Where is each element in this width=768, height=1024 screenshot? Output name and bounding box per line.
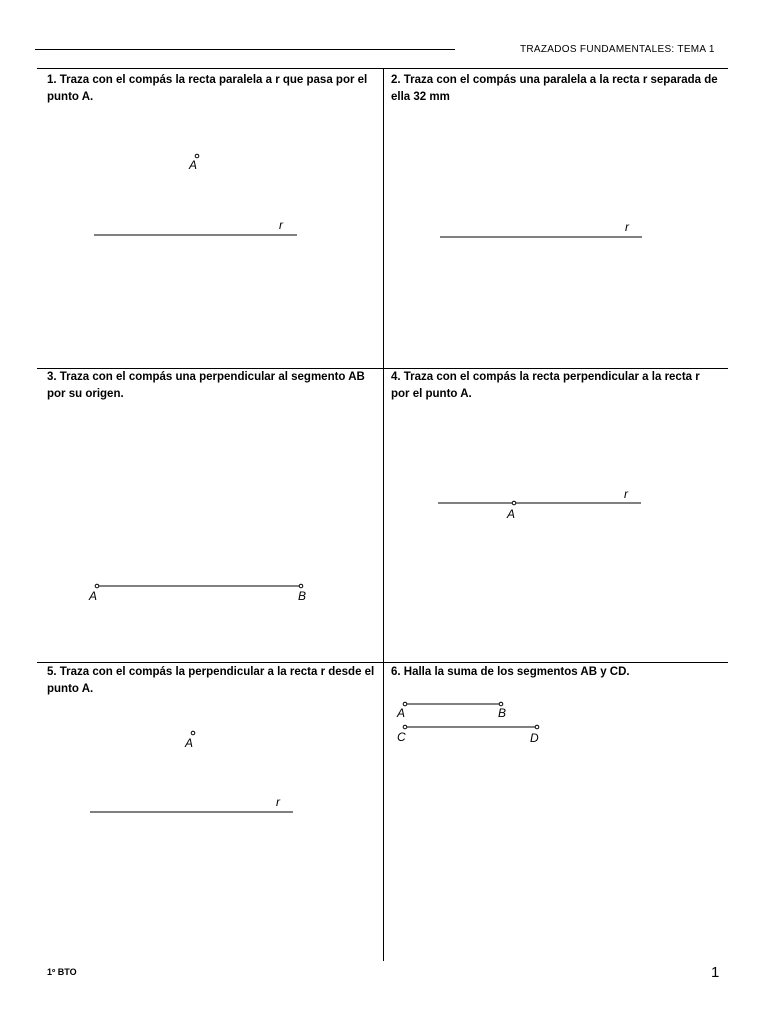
exercise-2-prompt: 2. Traza con el compás una paralela a la recta r separada de ella 32 mm (391, 74, 718, 103)
ex4-label-r: r (624, 487, 628, 501)
ex4-point-a-marker (512, 501, 516, 505)
ex5-label-r: r (276, 795, 280, 809)
exercise-6-prompt: 6. Halla la suma de los segmentos AB y CD. (391, 666, 630, 678)
ex6-label-b: B (498, 706, 507, 720)
ex3-point-b-marker (299, 584, 303, 588)
course-label: 1º BTO (47, 967, 77, 977)
page-number: 1 (711, 964, 720, 981)
exercise-4-prompt: 4. Traza con el compás la recta perpendicular a la recta r por el punto A. (391, 371, 700, 400)
page-title: TRAZADOS FUNDAMENTALES: TEMA 1 (520, 44, 715, 55)
ex1-label-a: A (189, 158, 198, 172)
exercise-3-prompt: 3. Traza con el compás una perpendicular al segmento AB por su origen. (47, 371, 365, 400)
ex3-label-a: A (89, 589, 98, 603)
ex5-point-a-marker (191, 731, 195, 735)
ex6-point-d-marker (535, 725, 539, 729)
ex3-label-b: B (298, 589, 307, 603)
exercise-5-prompt: 5. Traza con el compás la perpendicular a la recta r desde el punto A. (47, 666, 375, 695)
ex6-label-a: A (397, 706, 406, 720)
ex6-label-c: C (397, 730, 406, 744)
ex1-label-r: r (279, 218, 283, 232)
ex2-label-r: r (625, 220, 629, 234)
ex6-label-d: D (530, 731, 539, 745)
exercise-1-prompt: 1. Traza con el compás la recta paralela a r que pasa por el punto A. (47, 74, 368, 103)
ex5-label-a: A (185, 736, 194, 750)
ex3-point-a-marker (95, 584, 99, 588)
ex4-label-a: A (507, 507, 516, 521)
ex6-point-c-marker (403, 725, 407, 729)
